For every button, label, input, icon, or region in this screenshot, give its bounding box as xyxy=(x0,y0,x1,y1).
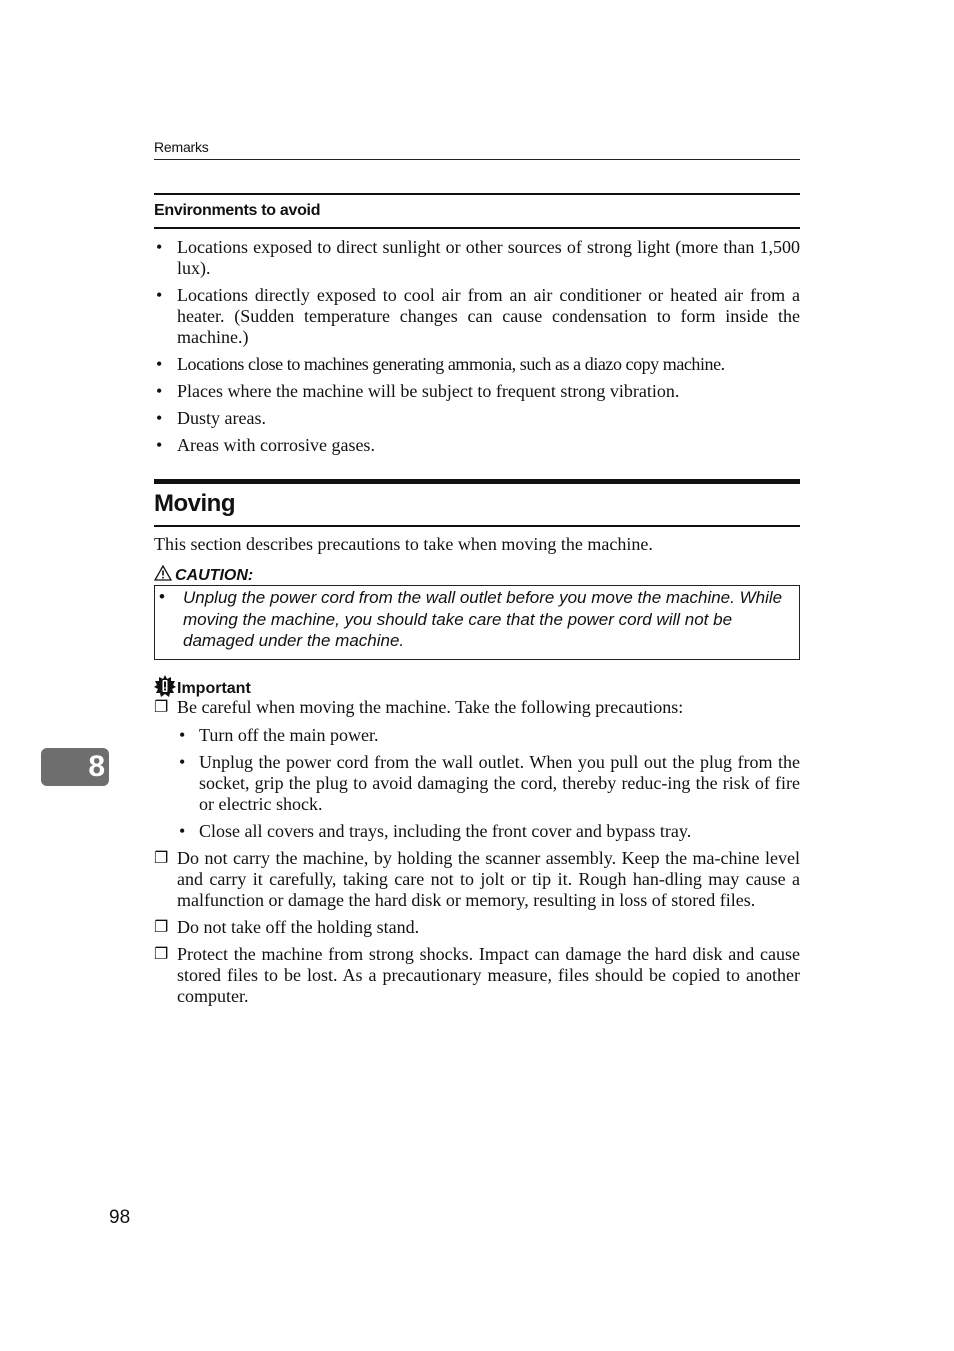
sub-list-item xyxy=(177,821,800,842)
sub-list-item-text: Close all covers and trays, including the front cover and bypass tray. xyxy=(199,821,692,841)
running-header: Remarks xyxy=(154,139,209,155)
list-item xyxy=(154,848,800,911)
checkbox-icon: ❐ xyxy=(154,946,169,963)
header-divider xyxy=(154,159,800,160)
list-item xyxy=(154,917,800,938)
list-item-text: Do not take off the holding stand. xyxy=(177,917,420,937)
list-item-text: Places where the machine will be subject to frequent strong vibration. xyxy=(177,381,680,401)
list-item-text: Locations directly exposed to cool air from an air conditioner or heated air from a heater. (Sudden temperature changes can cause condensation to form inside the machine.) xyxy=(177,285,800,347)
section-intro: This section describes precautions to take when moving the machine. xyxy=(154,534,653,554)
bullet-icon: • xyxy=(159,587,165,606)
bullet-icon: • xyxy=(179,752,186,772)
caution-text: Unplug the power cord from the wall outlet before you move the machine. While moving the machine, you should take care that the power cord will not be damaged under the machine. xyxy=(183,588,783,650)
list-item xyxy=(154,381,800,402)
section-title: Moving xyxy=(154,490,235,517)
list-item-text: Protect the machine from strong shocks. Impact can damage the hard disk and cause stored files to be lost. As a precautionary measure, files should be copied to another computer. xyxy=(177,944,800,1006)
list-item xyxy=(154,435,800,456)
sub-list-item xyxy=(177,752,800,815)
sub-list xyxy=(177,725,800,842)
bullet-icon: • xyxy=(156,237,163,257)
list-item-text: Areas with corrosive gases. xyxy=(177,435,375,455)
caution-label-text: CAUTION: xyxy=(175,566,254,584)
bullet-icon: • xyxy=(156,408,163,428)
environments-title: Environments to avoid xyxy=(154,202,321,219)
list-item xyxy=(154,697,800,842)
bullet-icon: • xyxy=(179,821,186,841)
list-item xyxy=(154,285,800,348)
sub-list-item xyxy=(177,725,800,746)
sub-list-item-text: Unplug the power cord from the wall outlet. When you pull out the plug from the socket, grip the plug to avoid damaging the cord, thereby reduc-ing the risk of fire or electric shock. xyxy=(199,752,800,814)
checkbox-icon: ❐ xyxy=(154,850,169,867)
checkbox-icon: ❐ xyxy=(154,699,169,716)
important-list xyxy=(154,697,800,1013)
list-item-text: Locations exposed to direct sunlight or other sources of strong light (more than 1,500 lux). xyxy=(177,237,800,278)
list-item-text: Do not carry the machine, by holding the scanner assembly. Keep the ma-chine level and carry it carefully, taking care not to jolt or tip it. Rough han-dling may cause a malfunction or damage the hard disk or memory, resulting in loss of stored files. xyxy=(177,848,800,910)
warning-triangle-icon xyxy=(154,565,172,586)
bullet-icon: • xyxy=(179,725,186,745)
bullet-icon: • xyxy=(156,285,163,305)
caution-box xyxy=(154,585,800,660)
section-top-rule xyxy=(154,479,800,484)
page-number: 98 xyxy=(109,1207,131,1228)
list-item-text: Locations close to machines generating ammonia, such as a diazo copy machine. xyxy=(177,354,725,374)
sub-list-item-text: Turn off the main power. xyxy=(199,725,379,745)
list-item xyxy=(154,408,800,429)
bullet-icon: • xyxy=(156,435,163,455)
bullet-icon: • xyxy=(156,354,163,374)
chapter-tab: 8 xyxy=(41,748,109,786)
list-item xyxy=(154,944,800,1007)
section-bottom-rule xyxy=(154,525,800,527)
caution-label xyxy=(154,565,253,586)
list-item xyxy=(154,237,800,279)
important-label-text: Important xyxy=(177,679,251,697)
environments-list xyxy=(154,237,800,462)
environments-heading-bar xyxy=(154,193,800,229)
checkbox-icon: ❐ xyxy=(154,919,169,936)
list-item-text: Be careful when moving the machine. Take the following precautions: xyxy=(177,697,684,717)
list-item-text: Dusty areas. xyxy=(177,408,266,428)
bullet-icon: • xyxy=(156,381,163,401)
list-item xyxy=(154,354,800,375)
